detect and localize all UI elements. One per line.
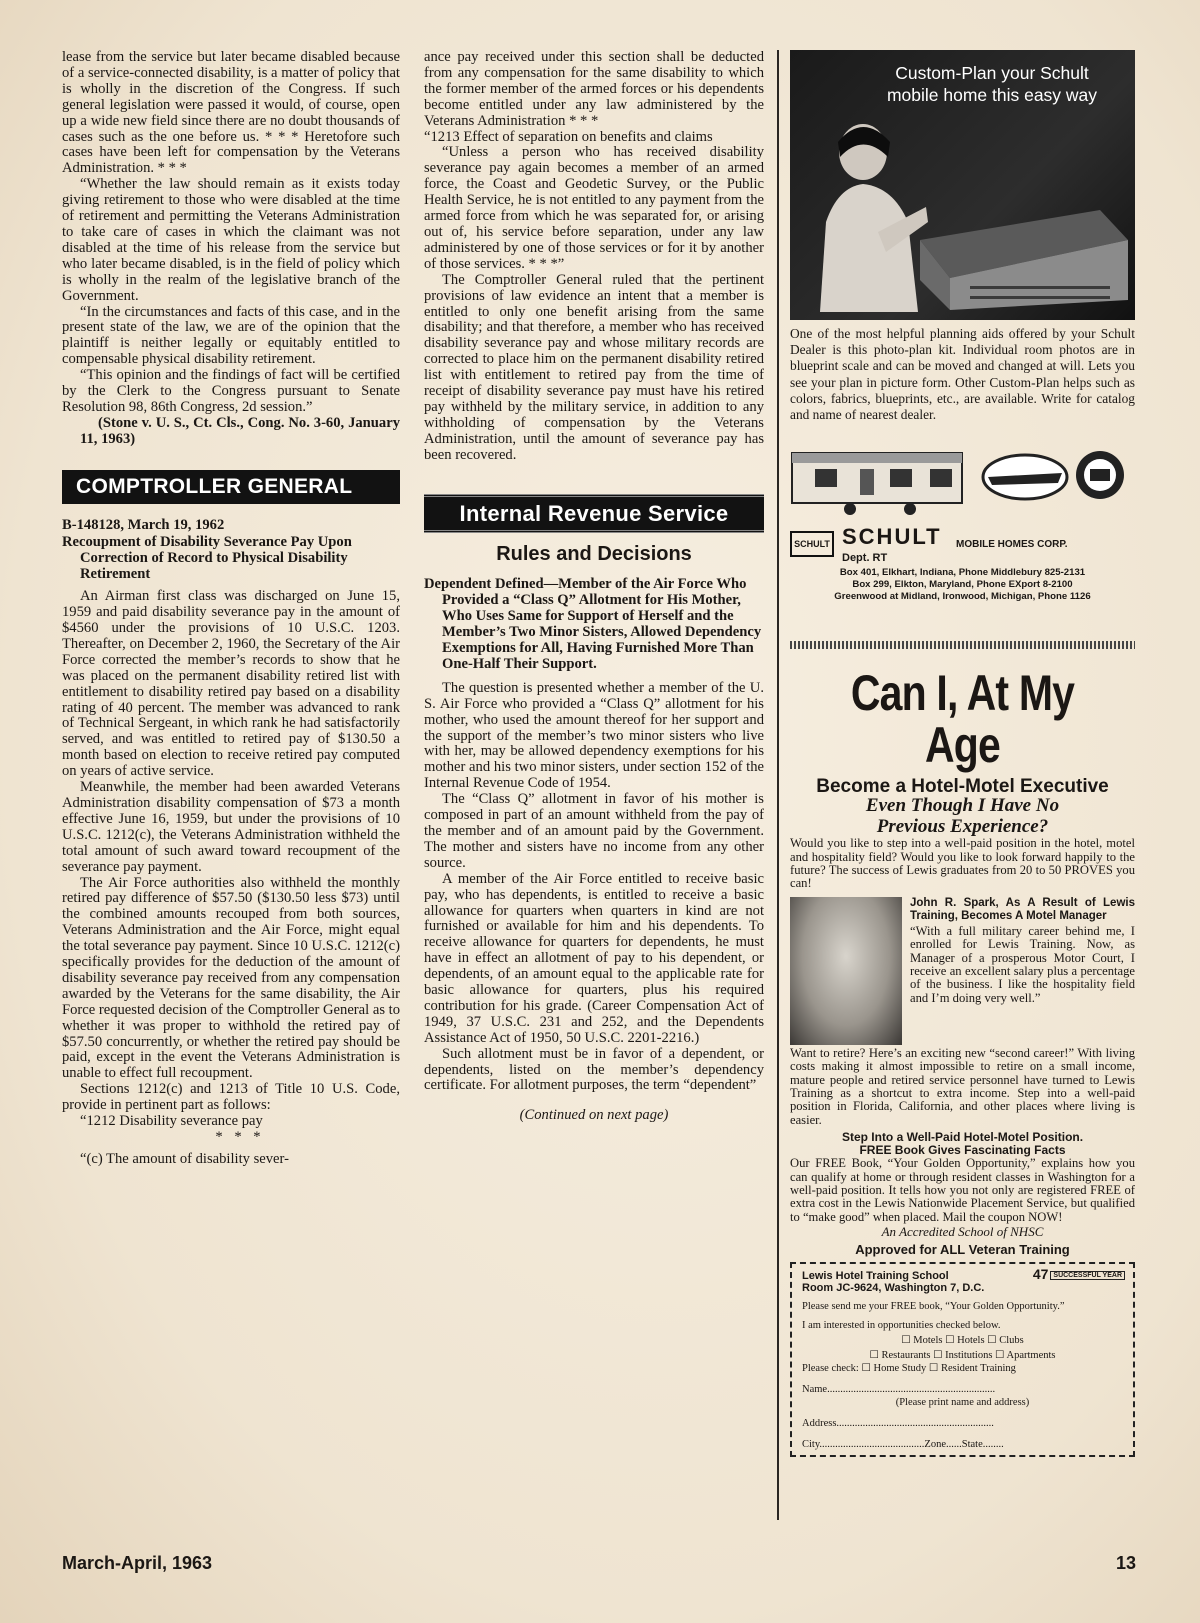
- ad-step-line: Step Into a Well-Paid Hotel-Motel Position.: [841, 1130, 1084, 1145]
- case-number: B-148128, March 19, 1962: [62, 516, 225, 533]
- ad-headline: Can I, At My Age: [850, 665, 1075, 774]
- coupon-name-hint: (Please print name and address): [895, 1397, 1030, 1409]
- paragraph: Such allotment must be in favor of a dependent, or dependents, listed on the member’s dependency certificate. For allotment purposes, the term “dependent”: [424, 1045, 764, 1094]
- coupon-study-check[interactable]: Please check: ☐ Home Study ☐ Resident Training: [802, 1363, 1016, 1375]
- paragraph: The question is presented whether a member of the U. S. Air Force who provided a “Class Q” allotment for his mother, who used the amount thereof for her support and the support of the member’s two minor sisters who live with her, may be allowed dependency exemptions for his mother and his two minor sisters, under section 152 of the Internal Revenue Code of 1954.: [424, 679, 764, 792]
- schult-brand-row: [790, 524, 1135, 603]
- irs-section-header: Internal Revenue Service: [424, 494, 764, 534]
- schult-corp: MOBILE HOMES CORP.: [956, 539, 1068, 551]
- paragraph: “Whether the law should remain as it exists today giving retirement to those who were disabled at the time of retirement and permitting the Veterans Administration to take care of cases in which the claimant was not disabled at the time of his release from the service but who later became disabled, is in the field of policy which is wholly in the realm of the legislative branch of the Government.: [62, 176, 400, 304]
- column-middle: [424, 50, 764, 1124]
- coupon-city-field[interactable]: City........................................Zone......State........: [802, 1439, 1004, 1451]
- ad-photo-title: Custom-Plan your Schult mobile home this easy way: [886, 63, 1098, 105]
- footer-date: March-April, 1963: [62, 1553, 213, 1573]
- article-headline: Dependent Defined—Member of the Air Force Who Provided a “Class Q” Allotment for His Mother, Who Uses Same for Support of Herself and the Member’s Two Minor Sisters, Allowed Dependency Exemptions for All, Having Furnished More Than One-Half Their Support.: [424, 576, 762, 672]
- schult-company-name: SCHULT: [842, 524, 942, 550]
- ad-italic-line: Previous Experience?: [876, 816, 1049, 838]
- ad-separator: [790, 641, 1135, 649]
- paragraph: “(c) The amount of disability sever-: [80, 1150, 289, 1167]
- ad-subhead: Become a Hotel-Motel Executive: [816, 776, 1109, 798]
- paragraph: “In the circumstances and facts of this case, and in the present state of the law, we are of the opinion that the plaintiff is neither legally or equitably entitled to compensable physical disability retirement.: [62, 303, 400, 368]
- ad-body: One of the most helpful planning aids offered by your Schult Dealer is this photo-plan kit. Individual room photos are in blueprint scale and can be moved and changed at will. Lets you see your plan in picture form. Other Custom-Plan helps such as colors, fabrics, blueprints, etc., are available. Write for catalog and name of nearest dealer.: [790, 326, 1135, 423]
- column-left: [62, 50, 400, 1168]
- page-number: 13: [1116, 1553, 1137, 1573]
- coupon-school: Lewis Hotel Training School: [802, 1270, 949, 1283]
- ad-body-3: Our FREE Book, “Your Golden Opportunity,” explains how you can qualify at home or through resident classes in Washington for a well-paid position. It tells how you not only are registered FREE of extra cost in the Lewis Nationwide Placement Service, but qualified to “make good” when placed. Mail the coupon NOW!: [790, 1156, 1135, 1224]
- paragraph: An Airman first class was discharged on June 15, 1959 and paid disability severance pay in the amount of $4560 under the provisions of 10 U.S.C. 1203. Thereafter, on December 2, 1960, the Secretary of the Air Force corrected the member’s records to show that he was placed on the permanent disability retired list with entitlement to disability retired pay based on a disability rating of 40 percent. The member was advanced to rank of Technical Sergeant, in which rank he had satisfactorily served, and was entitled to retired pay of $130.50 a month based on election to receive retired pay computed on years of active service.: [62, 588, 400, 780]
- plan-kit-icon: [910, 200, 1130, 310]
- paragraph: The Comptroller General ruled that the pertinent provisions of law evidence an intent that a member is entitled to only one benefit arising from the same disability; and that therefore, a member who has received disability severance pay and whose military records are corrected to place him on the permanent disability retired list with entitlement to retired pay from the time of receipt of disability severance pay must have his retired pay withheld by the military service, in addition to any withholding of compensation by the Veterans Administration, until the amount of severance pay has been recovered.: [424, 271, 764, 463]
- paragraph: “Unless a person who has received disability severance pay again becomes a member of an armed force, the Coast and Geodetic Survey, or the Public Health Service, he is not entitled to any payment from the armed force from which he was separated for, or arising out of, his service before separation, under any law administered by one of those services or for it by another of those services. * * *”: [424, 144, 764, 272]
- article-headline: Recoupment of Disability Severance Pay Upon Correction of Record to Physical Disability Retirement: [62, 534, 352, 583]
- schult-address-line: Box 401, Elkhart, Indiana, Phone Middlebury 825-2131: [839, 567, 1086, 579]
- approved-line: Approved for ALL Veteran Training: [855, 1242, 1070, 1258]
- ad-italic-line: Even Though I Have No: [865, 795, 1060, 817]
- paragraph: ance pay received under this section shall be deducted from any compensation for the same disability to which the former member of the armed forces or his dependents become entitled under any law administered by the Veterans Administration * * *: [424, 49, 764, 129]
- trailer-row: [790, 433, 1135, 525]
- schult-ad: [790, 50, 1135, 603]
- coupon-request: Please send me your FREE book, “Your Golden Opportunity.”: [802, 1301, 1065, 1313]
- lewis-ad: [790, 667, 1135, 1457]
- rules-subheader: Rules and Decisions: [496, 543, 692, 566]
- coupon-address-field[interactable]: Address............................................................: [802, 1418, 994, 1430]
- coupon-interest: I am interested in opportunities checked below.: [802, 1320, 1001, 1332]
- paragraph: lease from the service but later became disabled because of a service-connected disability, is a matter of policy that is wholly in the discretion of the Congress. If such general legislation were passed it would, of course, open up a wide new field since there are no doubt thousands of cases such as the one before us. * * * Heretofore such cases have been left for compensation by the Veterans Administration. * * *: [62, 49, 400, 177]
- comptroller-general-header: COMPTROLLER GENERAL: [62, 470, 400, 504]
- continued-note: (Continued on next page): [519, 1107, 669, 1124]
- coupon-options-row[interactable]: ☐ Restaurants ☐ Institutions ☐ Apartments: [869, 1350, 1056, 1362]
- ad-intro: Would you like to step into a well-paid position in the hotel, motel and hospitality field? Would you like to look forward happily to the future? The success of Lewis graduates from 20 to 50 PROVES you can!: [790, 836, 1135, 891]
- schult-address-line: Box 299, Elkton, Maryland, Phone EXport 8-2100: [852, 579, 1073, 591]
- schult-address-line: Greenwood at Midland, Ironwood, Michigan, Phone 1126: [834, 591, 1091, 603]
- order-coupon[interactable]: [790, 1262, 1135, 1457]
- paragraph: “This opinion and the findings of fact will be certified by the Clerk to the Congress pursuant to Senate Resolution 98, 86th Congress, 2d session.”: [62, 367, 400, 415]
- ad-photo: [790, 50, 1135, 320]
- testimonial-name: John R. Spark, As A Result of Lewis Training, Becomes A Motel Manager: [910, 896, 1135, 922]
- paragraph: “1212 Disability severance pay: [80, 1113, 263, 1130]
- column-divider: [777, 50, 779, 1520]
- testimonial-quote: “With a full military career behind me, I enrolled for Lewis Training. Now, as Manager of a prosperous Motor Court, I receive an excellent salary plus a percentage of the business. I like the hospitality field and I’m doing very well.”: [910, 923, 1135, 1005]
- schult-dept: Dept. RT: [842, 552, 888, 565]
- paragraph: The “Class Q” allotment in favor of his mother is composed in part of an amount withheld from the pay of the member and of an amount paid by the Government. The mother and sisters have no income from any other source.: [424, 791, 764, 871]
- coupon-room: Room JC-9624, Washington 7, D.C.: [802, 1282, 985, 1295]
- ad-free-line: FREE Book Gives Fascinating Facts: [859, 1143, 1066, 1158]
- trailer-icon: [790, 433, 1135, 525]
- years-badge: 47 SUCCESSFUL YEAR: [1033, 1268, 1125, 1282]
- paragraph: “1213 Effect of separation on benefits and claims: [424, 128, 713, 145]
- case-citation: (Stone v. U. S., Ct. Cls., Cong. No. 3-60, January 11, 1963): [80, 414, 400, 447]
- accredited-line: An Accredited School of NHSC: [881, 1224, 1044, 1240]
- ad-body-2: Want to retire? Here’s an exciting new “second career!” With living costs making it almost impossible to retire on a small income, mature people and retired service personnel have turned to Lewis Training as a shortcut to extra income. Step into a well-paid position in Florida, California, and other places where living is easier.: [790, 1045, 1135, 1127]
- testimonial: [790, 897, 1135, 1047]
- coupon-options-row[interactable]: ☐ Motels ☐ Hotels ☐ Clubs: [901, 1335, 1024, 1347]
- paragraph: A member of the Air Force entitled to receive basic pay, who has dependents, is entitled to receive a basic allowance for quarters when quarters in kind are not furnished or available for him and his dependents. To receive allowance for quarters for dependents, he must have in effect an allotment of pay to his dependent, or dependents, of an amount equal to the applicable rate for basic allowance for quarters, plus his required contribution for his grade. (Career Compensation Act of 1949, 37 U.S.C. 231 and 252, and the Dependents Assistance Act of 1950, 50 U.S.C. 2201-2216.): [424, 870, 764, 1046]
- column-ads: [790, 50, 1135, 1457]
- ellipsis-stars: * * *: [215, 1129, 265, 1145]
- coupon-name-field[interactable]: Name................................................................: [802, 1384, 996, 1396]
- paragraph: Sections 1212(c) and 1213 of Title 10 U.S. Code, provide in pertinent part as follows:: [62, 1081, 400, 1114]
- portrait-photo: [790, 897, 902, 1045]
- schult-logo: SCHULT: [790, 531, 834, 557]
- paragraph: The Air Force authorities also withheld the monthly retired pay difference of $57.50 ($130.50 less $73) until the combined amounts recouped from both sources, Veterans Administration and the Air Force, might equal the total severance pay payment. Since 10 U.S.C. 1212(c) specifically provides for the deduction of the amount of disability severance pay received from any compensation awarded by the Veterans for the same disability, the Air Force requested decision of the Comptroller General as to whether it was proper to withhold the retired pay of $57.50 concurrently, or whether the retired pay should be paid, except in the event the Veterans Administration is unable to effect full recoupment.: [62, 874, 400, 1082]
- paragraph: Meanwhile, the member had been awarded Veterans Administration disability compensation of $73 a month effective June 16, 1959, but under the provisions of 10 U.S.C. 1212(c), the Veterans Administration withheld the total amount of such award toward recoupment of the severance pay payment.: [62, 779, 400, 875]
